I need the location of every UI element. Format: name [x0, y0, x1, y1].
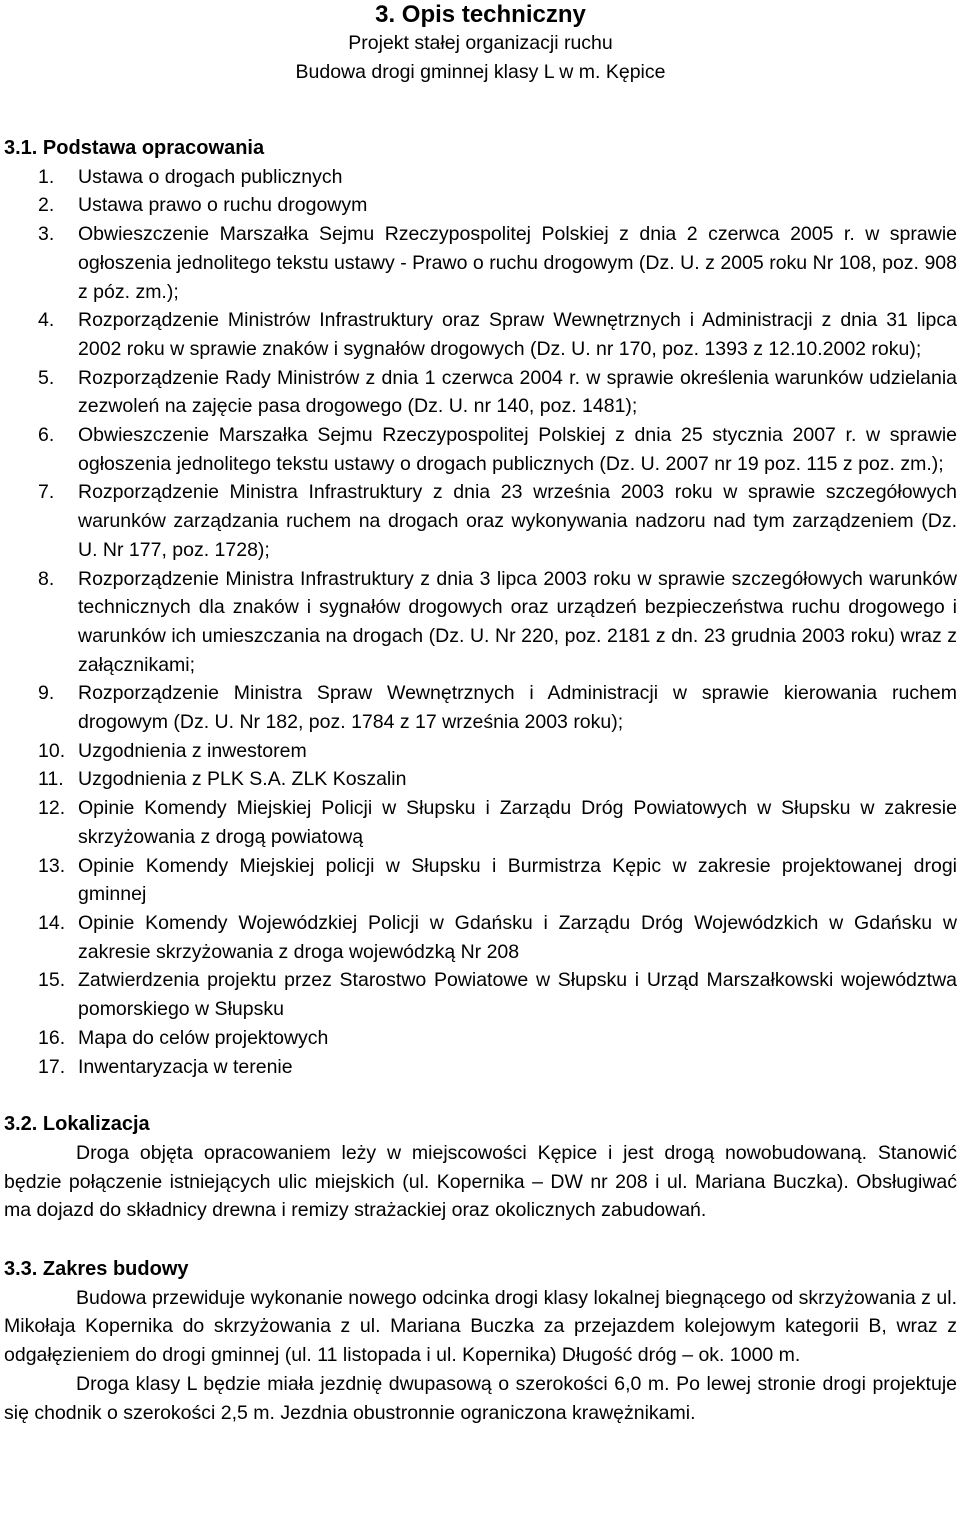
list-item-number: 16. [38, 1026, 66, 1049]
list-item-text: Obwieszczenie Marszałka Sejmu Rzeczypospolitej Polskiej z dnia 2 czerwca 2005 r. w sprawie ogłoszenia jednolitego tekstu ustawy - Prawo o ruchu drogowym (Dz. U. z 2005 roku Nr 108, poz. 908 z póz. zm.); [78, 223, 957, 303]
section-heading-scope: 3.3. Zakres budowy [4, 1258, 189, 1281]
list-item [4, 1024, 957, 1053]
list-item-number: 13. [38, 854, 66, 877]
list-item-number: 11. [38, 768, 64, 791]
list-item [4, 478, 957, 564]
list-item-number: 12. [38, 797, 66, 820]
list-item-number: 14. [38, 911, 66, 934]
list-item-text: Opinie Komendy Miejskiej policji w Słupsku i Burmistrza Kępic w zakresie projektowanej drogi gminnej [78, 854, 957, 906]
location-paragraph: Droga objęta opracowaniem leży w miejscowości Kępice i jest drogą nowobudowaną. Stanowić będzie połączenie istniejących ulic miejskich (ul. Kopernika – DW nr 208 i ul. Mariana Buczka). Obsługiwać ma dojazd do składnicy drewna i remizy strażackiej oraz okolicznych zabudowań. [4, 1141, 957, 1222]
list-item-number: 17. [38, 1055, 66, 1078]
list-item-text: Obwieszczenie Marszałka Sejmu Rzeczypospolitej Polskiej z dnia 25 stycznia 2007 r. w sprawie ogłoszenia jednolitego tekstu ustawy o drogach publicznych (Dz. U. 2007 nr 19 poz. 115 z poz. zm.); [78, 424, 957, 475]
list-item-text: Rozporządzenie Rady Ministrów z dnia 1 czerwca 2004 r. w sprawie określenia warunków udzielania zezwoleń na zajęcie pasa drogowego (Dz. U. nr 140, poz. 1481); [78, 366, 957, 418]
list-item [4, 1053, 957, 1082]
list-item [4, 765, 957, 794]
list-item-text: Uzgodnienia z PLK S.A. ZLK Koszalin [78, 768, 407, 791]
list-item [4, 306, 957, 363]
section-heading-basis: 3.1. Podstawa opracowania [4, 137, 265, 159]
list-item-text: Rozporządzenie Ministra Spraw Wewnętrznych i Administracji w sprawie kierowania ruchem drogowym (Dz. U. Nr 182, poz. 1784 z 17 września 2003 roku); [78, 682, 957, 734]
list-item [4, 163, 957, 192]
list-item-text: Uzgodnienia z inwestorem [78, 739, 307, 762]
section-heading-location: 3.2. Lokalizacja [4, 1113, 150, 1136]
list-item-number: 6. [38, 424, 55, 447]
list-item [4, 679, 957, 736]
list-item [4, 737, 957, 766]
spacer [4, 1225, 957, 1255]
list-item-number: 3. [38, 223, 55, 246]
references-list [4, 163, 957, 1082]
list-item [4, 220, 957, 306]
list-item [4, 565, 957, 680]
page-subtitle-1: Projekt stałej organizacji ruchu [348, 32, 613, 54]
list-item-number: 2. [38, 194, 55, 217]
list-item-number: 4. [38, 309, 55, 332]
list-item-text: Ustawa o drogach publicznych [78, 165, 343, 188]
list-item-number: 7. [38, 481, 55, 504]
page-title: 3. Opis techniczny [375, 1, 586, 28]
list-item-number: 9. [38, 682, 55, 705]
scope-paragraph-1: Budowa przewiduje wykonanie nowego odcinka drogi klasy lokalnej biegnącego od skrzyżowania z ul. Mikołaja Kopernika do skrzyżowania z ul. Mariana Buczka za przejazdem kolejowym kategorii B, wraz z odgałęzieniem do drogi gminnej (ul. 11 listopada i ul. Kopernika) Długość dróg – ok. 1000 m. [4, 1286, 957, 1367]
list-item [4, 794, 957, 851]
list-item-text: Zatwierdzenia projektu przez Starostwo Powiatowe w Słupsku i Urząd Marszałkowski województwa pomorskiego w Słupsku [78, 969, 957, 1021]
list-item [4, 852, 957, 909]
spacer [4, 1081, 957, 1110]
list-item-number: 10. [38, 739, 66, 762]
list-item-text: Rozporządzenie Ministrów Infrastruktury oraz Spraw Wewnętrznych i Administracji z dnia 31 lipca 2002 roku w sprawie znaków i sygnałów drogowych (Dz. U. nr 170, poz. 1393 z 12.10.2002 roku); [78, 309, 957, 360]
list-item-number: 5. [38, 366, 55, 389]
list-item-text: Rozporządzenie Ministra Infrastruktury z dnia 23 września 2003 roku w sprawie szczegółowych warunków zarządzania ruchem na drogach oraz wykonywania nadzoru nad tym zarządzeniem (Dz. U. Nr 177, poz. 1728); [78, 481, 957, 561]
list-item-text: Opinie Komendy Wojewódzkiej Policji w Gdańsku i Zarządu Dróg Wojewódzkich w Gdańsku w zakresie skrzyżowania z droga wojewódzką Nr 208 [78, 911, 957, 963]
list-item [4, 191, 957, 220]
list-item-text: Rozporządzenie Ministra Infrastruktury z dnia 3 lipca 2003 roku w sprawie szczegółowych warunków technicznych dla znaków i sygnałów drogowych oraz urządzeń bezpieczeństwa ruchu drogowego i warunków ich umieszczania na drogach (Dz. U. Nr 220, poz. 2181 z dn. 23 grudnia 2003 roku) wraz z załącznikami; [78, 567, 957, 676]
list-item-text: Opinie Komendy Miejskiej Policji w Słupsku i Zarządu Dróg Powiatowych w Słupsku w zakresie skrzyżowania z drogą powiatową [78, 797, 957, 848]
list-item-text: Inwentaryzacja w terenie [78, 1055, 293, 1078]
spacer [4, 86, 957, 134]
list-item [4, 966, 957, 1023]
list-item [4, 421, 957, 478]
list-item-number: 15. [38, 969, 66, 992]
list-item-text: Mapa do celów projektowych [78, 1026, 329, 1049]
list-item-number: 8. [38, 567, 55, 590]
list-item [4, 909, 957, 966]
list-item-number: 1. [38, 165, 55, 188]
scope-paragraph-2: Droga klasy L będzie miała jezdnię dwupasową o szerokości 6,0 m. Po lewej stronie drogi projektuje się chodnik o szerokości 2,5 m. Jezdnia obustronnie ograniczona krawężnikami. [4, 1372, 957, 1424]
list-item-text: Ustawa prawo o ruchu drogowym [78, 194, 368, 217]
list-item [4, 364, 957, 421]
page-subtitle-2: Budowa drogi gminnej klasy L w m. Kępice [295, 60, 666, 83]
